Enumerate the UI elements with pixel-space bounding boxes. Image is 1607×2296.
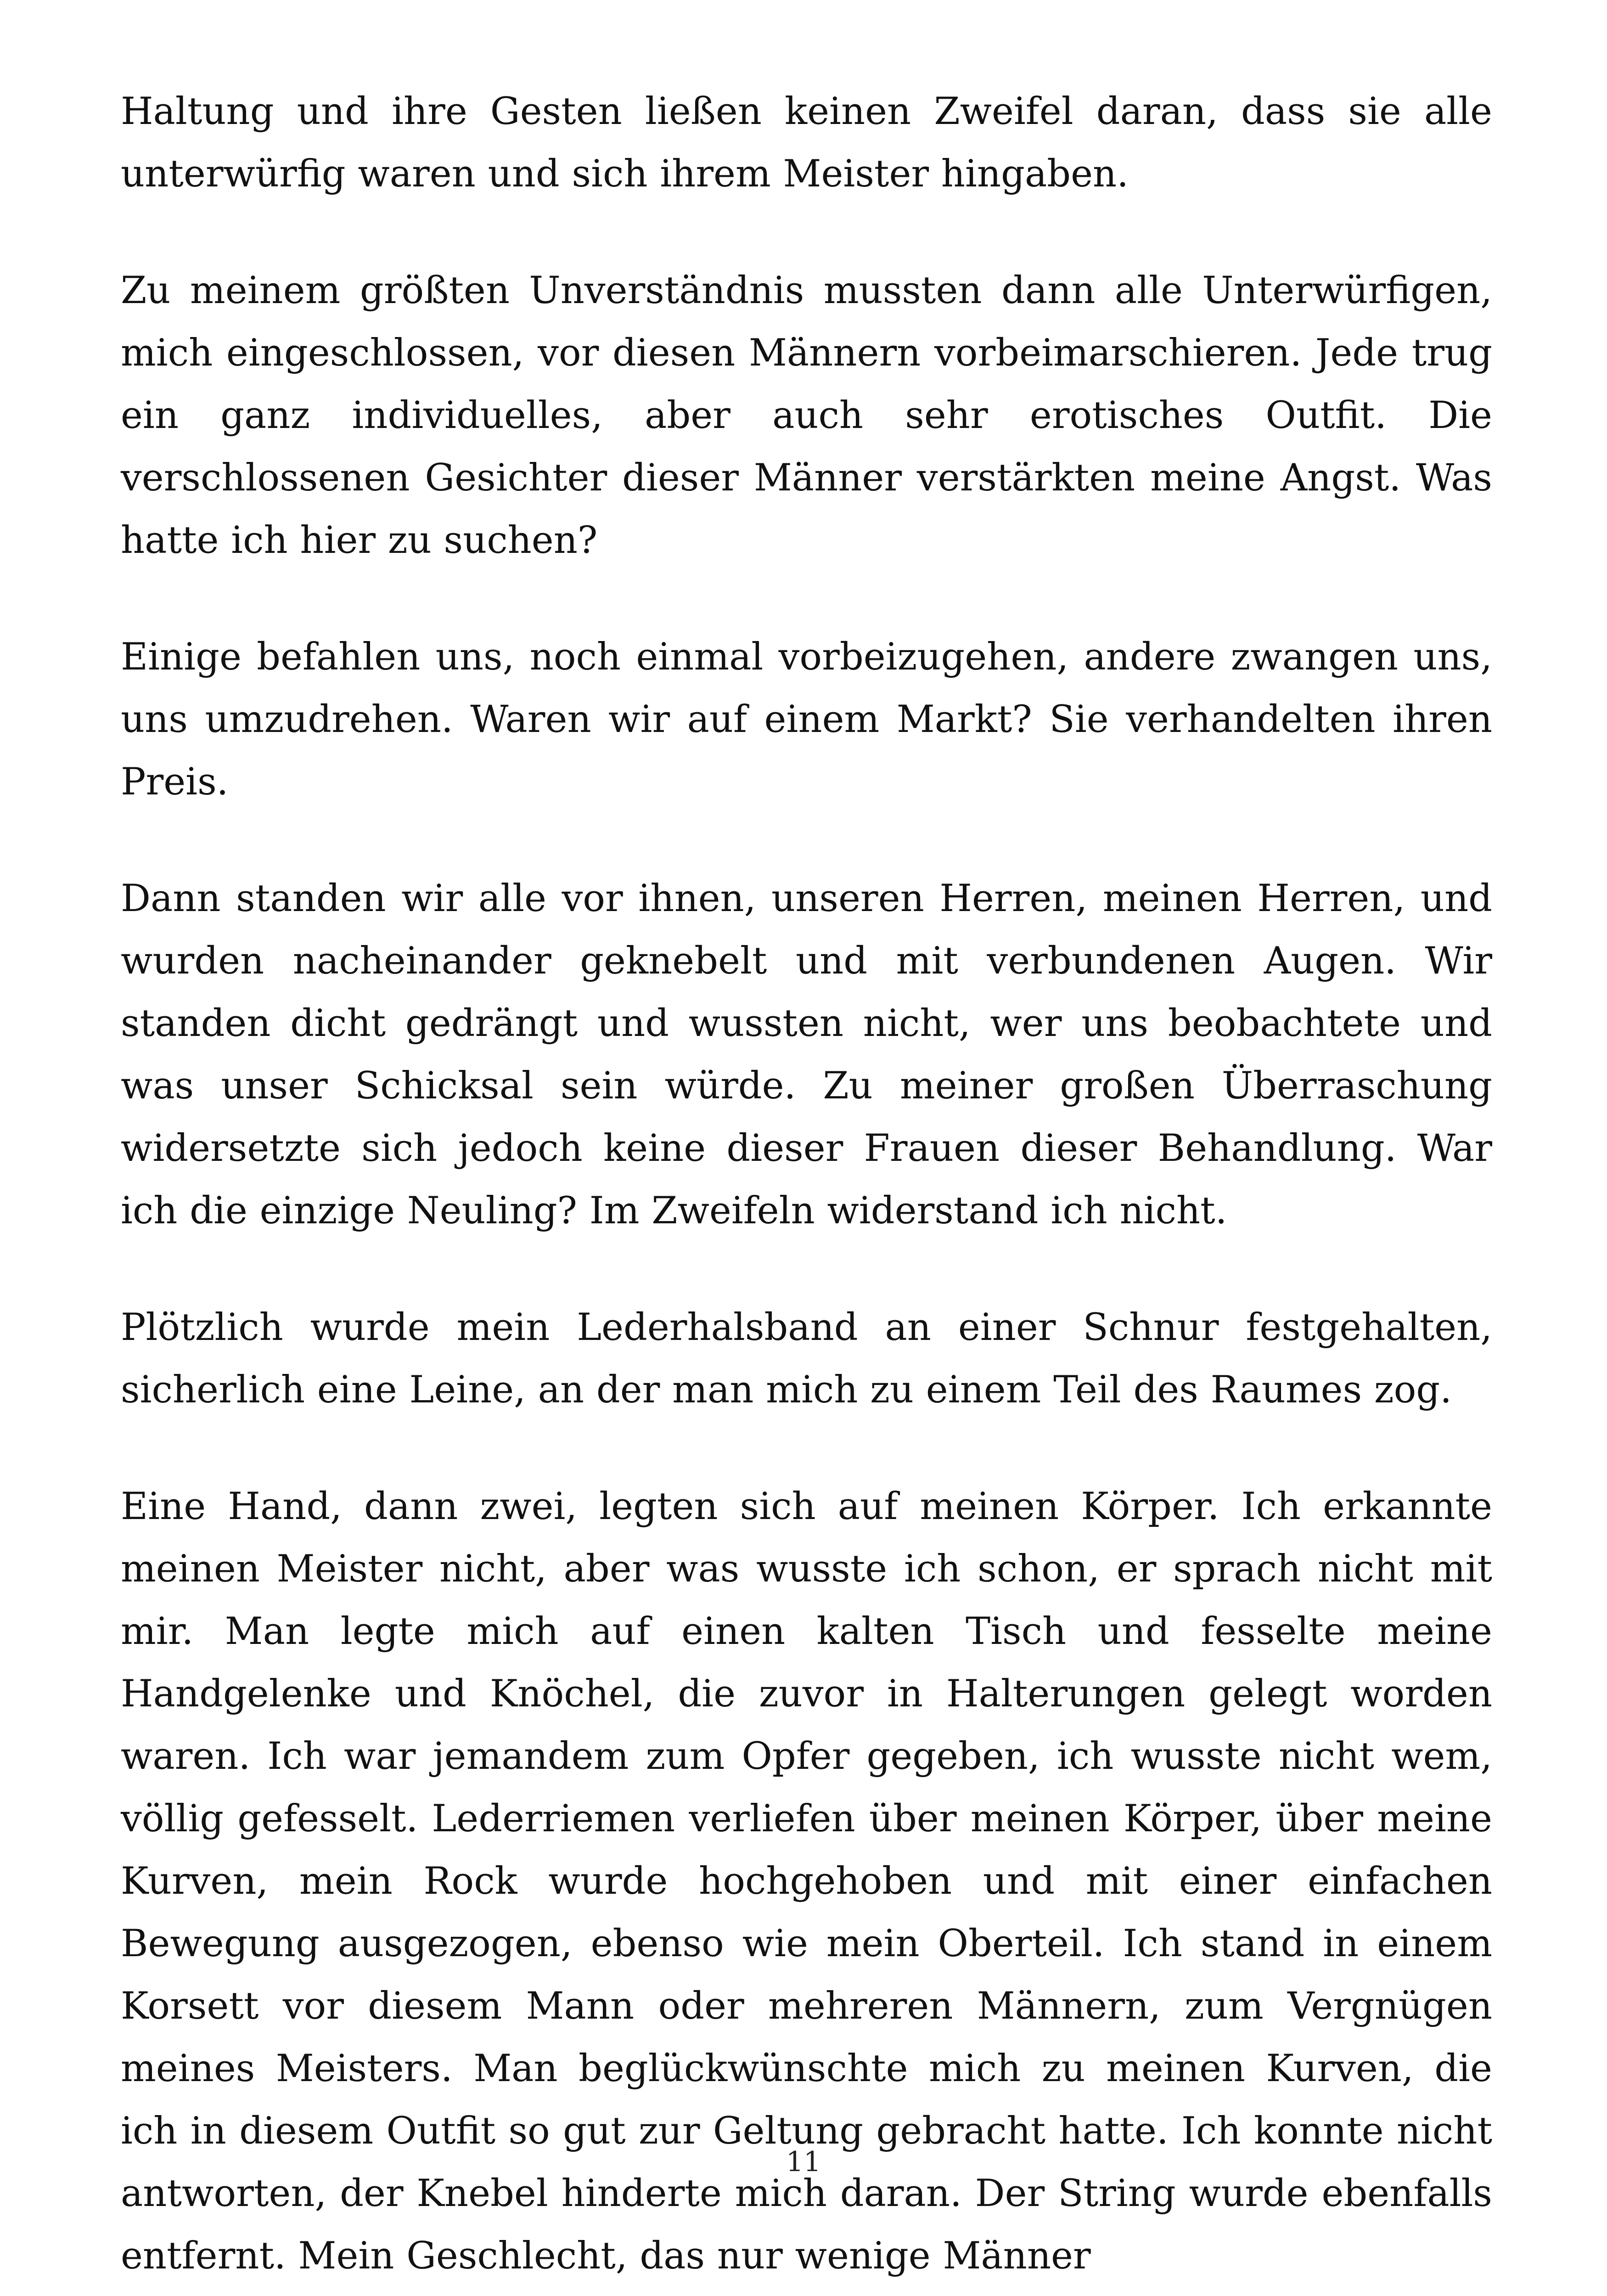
paragraph-1: Haltung und ihre Gesten ließen keinen Zweifel daran, dass sie alle unterwürfig waren und sich ihrem Meister hingaben. bbox=[121, 90, 1492, 196]
page-number: 11 bbox=[786, 2146, 821, 2178]
paragraph-6: Eine Hand, dann zwei, legten sich auf meinen Körper. Ich erkannte meinen Meister nicht, aber was wusste ich schon, er sprach nicht mit mir. Man legte mich auf einen kalten Tisch und fesselte meine Handgelenke und Knöchel, die zuvor in Halterungen gelegt worden waren. Ich war jemandem zum Opfer gegeben, ich wusste nicht wem, völlig gefesselt. Lederriemen verliefen über meinen Körper, über meine Kurven, mein Rock wurde hochgehoben und mit einer einfachen Bewegung ausgezogen, ebenso wie mein Oberteil. Ich stand in einem Korsett vor diesem Mann oder mehreren Männern, zum Vergnügen meines Meisters. Man beglückwünschte mich zu meinen Kurven, die ich in diesem Outfit so gut zur Geltung gebracht hatte. Ich konnte nicht antworten, der Knebel hinderte mich daran. Der String wurde ebenfalls entfernt. Mein Geschlecht, das nur wenige Männer bbox=[121, 1485, 1492, 2278]
page-body bbox=[121, 80, 1492, 2296]
paragraph-3: Einige befahlen uns, noch einmal vorbeizugehen, andere zwangen uns, uns umzudrehen. Waren wir auf einem Markt? Sie verhandelten ihren Preis. bbox=[121, 636, 1492, 804]
paragraph-5: Plötzlich wurde mein Lederhalsband an einer Schnur festgehalten, sicherlich eine Leine, an der man mich zu einem Teil des Raumes zog. bbox=[121, 1306, 1492, 1412]
paragraph-2: Zu meinem größten Unverständnis mussten dann alle Unterwürfigen, mich eingeschlossen, vor diesen Männern vorbeimarschieren. Jede trug ein ganz individuelles, aber auch sehr erotisches Outfit. Die verschlossenen Gesichter dieser Männer verstärkten meine Angst. Was hatte ich hier zu suchen? bbox=[121, 269, 1492, 562]
paragraph-4: Dann standen wir alle vor ihnen, unseren Herren, meinen Herren, und wurden nacheinander geknebelt und mit verbundenen Augen. Wir standen dicht gedrängt und wussten nicht, wer uns beobachtete und was unser Schicksal sein würde. Zu meiner großen Überraschung widersetzte sich jedoch keine dieser Frauen dieser Behandlung. War ich die einzige Neuling? Im Zweifeln widerstand ich nicht. bbox=[121, 877, 1492, 1232]
